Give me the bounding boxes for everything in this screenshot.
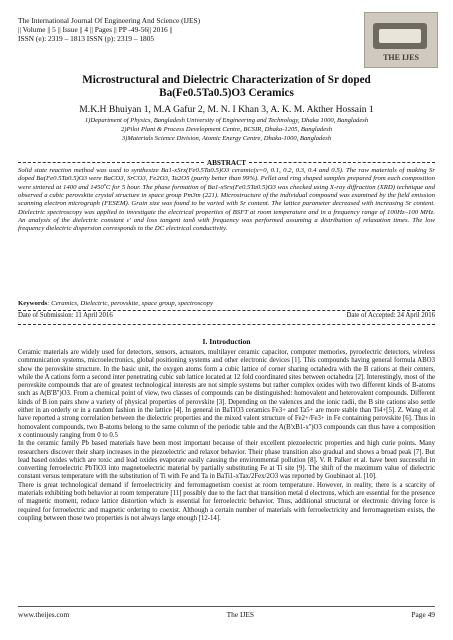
date-line xyxy=(18,312,435,319)
paragraph: In the ceramic family Pb based materials have been most important because of their excellent piezoelectric properties and high curie points. Many researchers discover their sharp increases in the piezoelectric and relaxor behavior. Their phase transition also gradual and shows a broad peak [7]. But lead based oxides which are toxic and lead oxides evaporate easily causing the environmental pollution [8]. V. R Palker et al. have been successful in converting ferroelectric PbTiO3 into magnetoelectric material by partially substituting Fe at Ti site [9]. The shift of the maximum value of dielectric constant versus temperature with the substitution of Ti with Fe and Ta in BaTi1-xTax/2Fex/2O3 was reported by Goubinaot al. [10]. xyxy=(18,440,435,481)
page-footer xyxy=(18,606,435,619)
affiliation-1: 1)Department of Physics, Bangladesh University of Engineering and Technology, Dhaka 1000, Bangladesh xyxy=(84,117,369,124)
keywords xyxy=(18,300,435,308)
book-pages-icon xyxy=(379,29,421,43)
divider-line xyxy=(249,162,435,163)
submission-date: Date of Submission: 11 April 2016 xyxy=(18,312,113,319)
divider-line xyxy=(18,324,435,325)
keywords-text: : Ceramics, Dielectric, perovskite, space group, spectroscopy xyxy=(47,300,213,307)
logo-text: THE IJES xyxy=(383,53,419,62)
keywords-label: Keywords xyxy=(18,300,48,307)
journal-header xyxy=(18,16,348,44)
affiliation-3: 3)Materials Science Division, Atomic Energy Centre, Dhaka-1000, Bangladesh xyxy=(121,135,332,142)
footer-journal: The IJES xyxy=(226,610,254,619)
journal-name: The International Journal Of Engineering And Science (IJES) xyxy=(18,16,201,25)
volume-line: || Volume || 5 || Issue || 4 || Pages || PP -49-56|| 2016 || xyxy=(18,25,173,35)
title-line-1: Microstructural and Dielectric Characterization of Sr doped xyxy=(82,74,371,86)
divider-line xyxy=(18,162,204,163)
accepted-date: Date of Accepted: 24 April 2016 xyxy=(346,312,435,319)
abstract-text: Solid state reaction method was used to synthesize Ba1-xSrx(Fe0.5Ta0.5)O3 ceramic(x=0, 0.1, 0.2, 0.3, 0.4 and 0.5). The raw materials of making Sr doped Ba(Fe0.5Ta0.5)O3 were BaCO3, SrCO3, Fe2O3, Ta2O5 (purity better than 99%). Pellet and ring shaped samples prepared from each composition were sintered at 1400 and 1450ºC for 5 hour. The phase formation of Ba1-xSrx(Fe0.5Ta0.5)O3 was checked using X-ray diffraction (XRD) technique and observed a cubic perovskite crystal structure in space group Pm3m (221). Microstructure of the individual compound was examined by the field emission scanning electron micrograph (FESEM). Grain size was found to be varied with Sr content. The lattice parameter decreased with increasing Sr content. Dielectric spectroscopy was applied to investigate the electrical properties of BSFT at room temperature and in a frequency range of 100Hz–100 MHz. An analysis of the dielectric constant ε' and loss tangent tanδ with frequency was performed assuming a distribution of relaxation times. The low frequency dielectric dispersion corresponds to the DC electrical conductivity. xyxy=(18,167,435,233)
footer-url: www.theijes.com xyxy=(18,610,70,619)
section-heading: I. Introduction xyxy=(202,337,251,346)
paper-title xyxy=(18,74,435,100)
paragraph: Ceramic materials are widely used for detectors, sensors, actuators, multilayer ceramic capacitor, computer memories, pyroelectric detectors, wireless communication systems, microelectronics, global positioning systems and other electronic devices [1]. This compounds having general formula ABO3 show the perovskite structure. In the basic unit, the oxygen atoms form a cubic lattice of corner sharing octahedra with the B cations at their centers, while the A cations form a second inter penetrating cubic sub lattice located at 12 fold coordinated sites between octahedra [2]. Interestingly, most of the perovskite compounds that are of greatest technological interests are not simple systems but rather complex oxides with two different kinds of B-atoms such as A(B'B'')O3. From a chemical point of view, two classes of compounds can be distinguished: homovalent and heterovalent compounds. Different kinds of B ion pairs show a variety of physical properties of perovskite [3]. Depending on the valences and the ionic radii, the B site cations also settle either in an orderly or in a random fashion in the lattice [4]. In general in BaTiO3 ceramics Fe3+ and Ta5+ are more stable than Ti4+[5]. Z. Wang et al have reported a strong correlation between the dielectric properties and the mixed valent structure of Fe2+/Fe3+ in Fe containing perovskite [6]. Thus in homovalent compounds, two B-atoms belong to the same column of the periodic table and the A(B'xB1-x'')O3 compounds can thus have a composition x continuously ranging from 0 to 0.5 xyxy=(18,349,435,439)
author-list: M.K.H Bhuiyan 1, M.A Gafur 2, M. N. I Khan 3, A. K. M. Akther Hossain 1 xyxy=(79,104,374,115)
divider-line xyxy=(18,310,435,311)
affiliation-2: 2)Pilot Plant & Process Development Centre, BCSIR, Dhaka-1205, Bangladesh xyxy=(120,126,333,133)
title-line-2: Ba(Fe0.5Ta0.5)O3 Ceramics xyxy=(159,87,294,99)
paragraph: There is great technological demand if ferroelectricity and ferromagnetism coexist at room temperature. However, in reality, there is a scarcity of materials exhibiting both behavior at room temperature [11] possibly due to the fact that transition metal d electrons, which are essential for the presence of magnetic moment, reduce lattice distortion which is essential for ferroelectric behavior. Thus, additional structural or electronic driving force is required for ferroelectric and magnetic ordering to coexist. Although a certain number of materials with ferroelectricity and ferromagnetism exists, the coupling between those two properties is not always large enough [12-14]. xyxy=(18,481,435,522)
page-number: Page 49 xyxy=(411,610,435,619)
abstract-divider xyxy=(18,158,435,167)
abstract-label: ABSTRACT xyxy=(206,158,247,167)
issn-line: ISSN (e): 2319 – 1813 ISSN (p): 2319 – 1805 xyxy=(18,34,155,44)
introduction-body xyxy=(18,349,435,523)
journal-logo xyxy=(364,12,438,68)
